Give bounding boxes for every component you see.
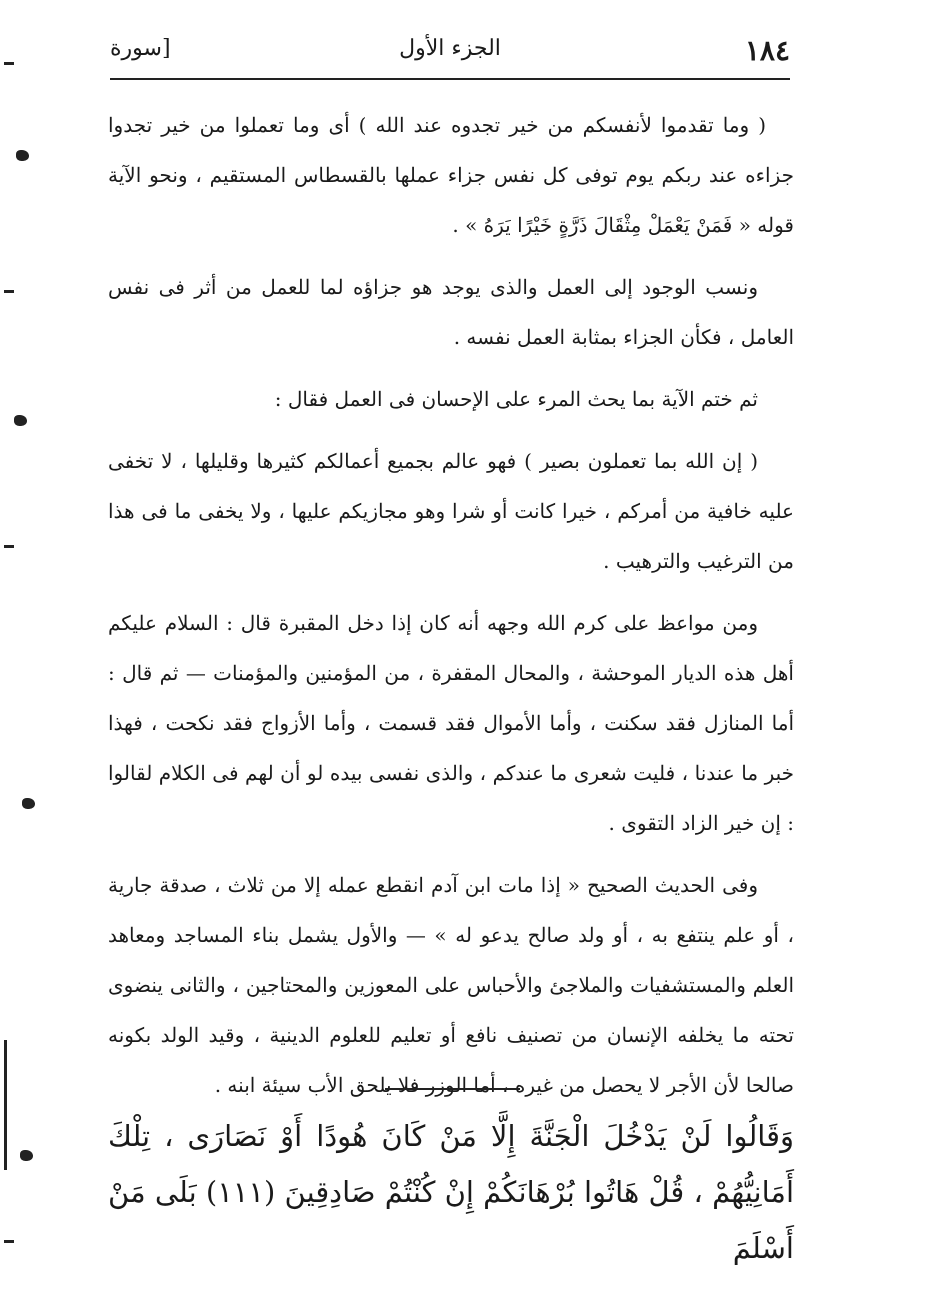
header-rule: [110, 78, 790, 80]
scan-speck: [22, 798, 35, 809]
paragraph: ومن مواعظ على كرم الله وجهه أنه كان إذا دخل المقبرة قال : السلام عليكم أهل هذه الديار الموحشة ، والمحال المقفرة ، من المؤمنين والمؤمنات — ثم قال : أما المنازل فقد سكنت ، وأما الأموال فقد قسمت ، وأما الأزواج فقد نكحت ، فهذا خبر ما عندنا ، فليت شعرى ما عندكم ، والذى نفسى بيده لو أن لهم فى الكلام لقالوا : إن خير الزاد التقوى .: [108, 611, 794, 835]
surah-label: [سورة: [110, 36, 171, 61]
commentary-body: [108, 100, 794, 1122]
running-title: الجزء الأول: [399, 36, 501, 61]
scan-speck: [4, 545, 14, 548]
paragraph: ( وما تقدموا لأنفسكم من خير تجدوه عند الله ) أى وما تعملوا من خير تجدوا جزاءه عند ربكم يوم توفى كل نفس جزاء عملها بالقسطاس المستقيم ، ونحو الآية قوله « فَمَنْ يَعْمَلْ مِثْقَالَ ذَرَّةٍ خَيْرًا يَرَهُ » .: [108, 113, 794, 237]
scan-edge-mark: [4, 1040, 7, 1170]
paragraph: ونسب الوجود إلى العمل والذى يوجد هو جزاؤه لما للعمل من أثر فى نفس العامل ، فكأن الجزاء بمثابة العمل نفسه .: [108, 275, 794, 349]
paragraph: ثم ختم الآية بما يحث المرء على الإحسان فى العمل فقال :: [274, 387, 758, 411]
section-separator: [385, 1088, 520, 1090]
page-number: ١٨٤: [744, 34, 790, 67]
paragraph: وفى الحديث الصحيح « إذا مات ابن آدم انقطع عمله إلا من ثلاث ، صدقة جارية ، أو علم ينتفع به ، أو ولد صالح يدعو له » — والأول يشمل بناء المساجد ومعاهد العلم والمستشفيات والملاجئ والأحباس على المعوزين والمحتاجين ، والثانى ينضوى تحته ما يخلفه الإنسان من تصنيف نافع أو تعليم للعلوم الدينية ، وقيد الولد بكونه صالحا لأن الأجر لا يحصل من غيره ، أما الوزر فلا يلحق الأب سيئة ابنه .: [108, 873, 794, 1097]
running-header: [110, 28, 790, 78]
scan-speck: [4, 1240, 14, 1243]
quran-verse: وَقَالُوا لَنْ يَدْخُلَ الْجَنَّةَ إِلَّا مَنْ كَانَ هُودًا أَوْ نَصَارَى ، تِلْكَ أَمَانِيُّهُمْ ، قُلْ هَاتُوا بُرْهَانَكُمْ إِنْ كُنْتُمْ صَادِقِينَ (١١١) بَلَى مَنْ أَسْلَمَ: [108, 1119, 795, 1265]
scan-speck: [20, 1150, 33, 1161]
scan-speck: [14, 415, 27, 426]
scan-speck: [16, 150, 29, 161]
paragraph: ( إن الله بما تعملون بصير ) فهو عالم بجميع أعمالكم كثيرها وقليلها ، لا تخفى عليه خافية من أمركم ، خيرا كانت أو شرا وهو مجازيكم عليها ، ولا يخفى ما فى هذا من الترغيب والترهيب .: [108, 449, 794, 573]
scan-speck: [4, 290, 14, 293]
scan-speck: [4, 62, 14, 65]
